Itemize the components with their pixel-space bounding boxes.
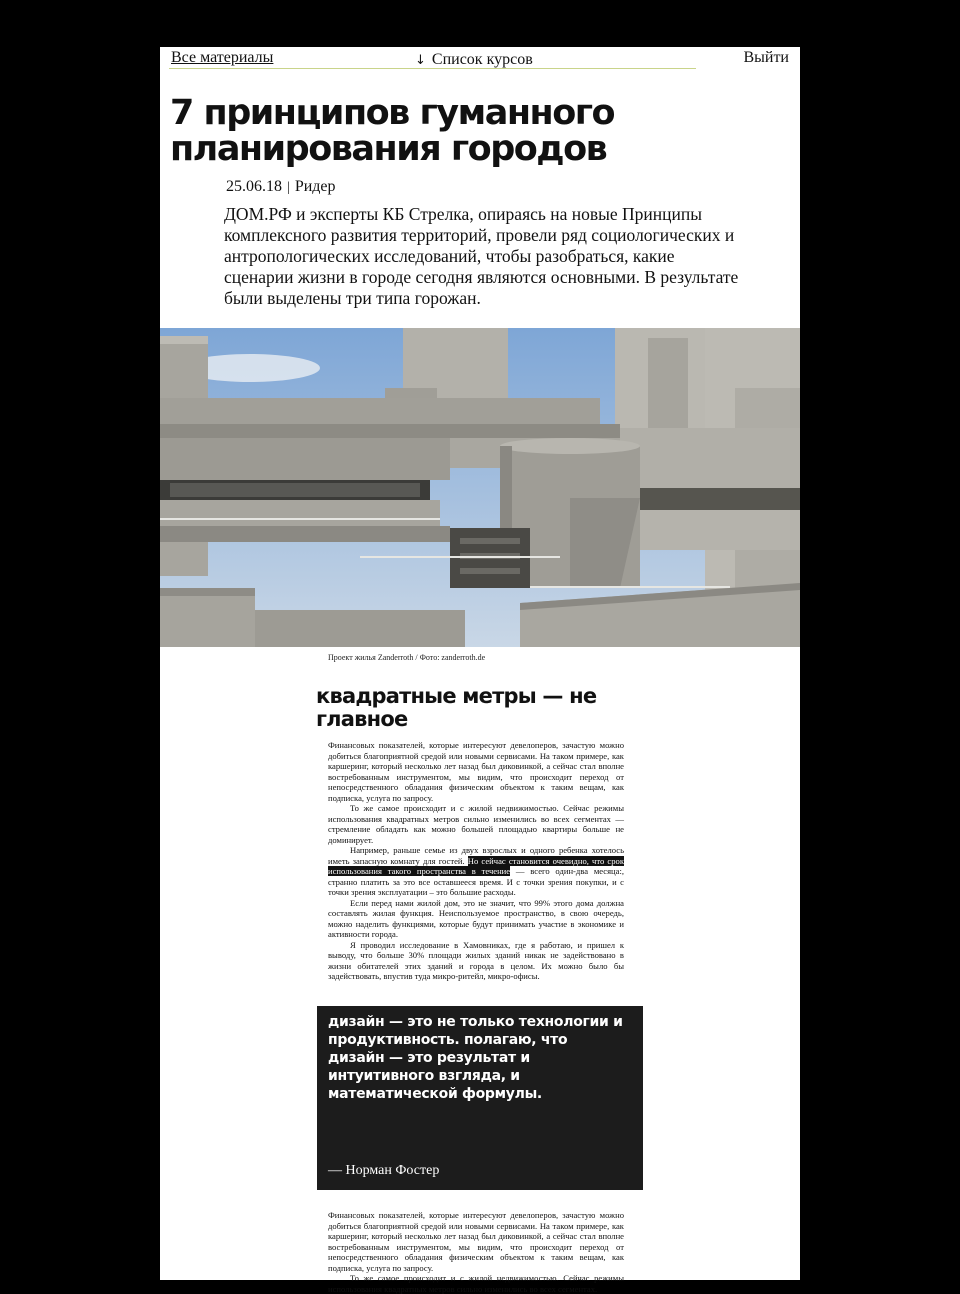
section-body-continued [328, 1210, 624, 1294]
meta-separator: | [287, 180, 290, 195]
nav-divider [169, 68, 696, 69]
exit-link[interactable]: Выйти [743, 49, 789, 66]
paragraph-text: — всего один-два месяца:, странно платить за это все оставшееся время. И с точки зрения покупки, и с точки зрения эксплуатации – это большие расходы. [328, 866, 624, 897]
paragraph: Если перед нами жилой дом, это не значит, что 99% этого дома должна составлять жилая функция. Неиспользуемое пространство, в свою очередь, можно наделить функциями, которые будут принимать участие в экономике и активности города. [328, 897, 624, 939]
all-materials-link[interactable]: Все материалы [171, 49, 274, 66]
paragraph: Финансовых показателей, которые интересуют девелоперов, зачастую можно добиться благоприятной средой или новыми сервисами. На таком примере, как каршеринг, который несколько лет назад был диковинкой, а сейчас стал вполне востребованным инструментом, мы видим, что происходит переход от непосредственного обладания физическим объектом к таким вещам, как подписка, услуга по запросу. [328, 740, 624, 803]
section-body [328, 740, 624, 982]
paragraph-highlighted [328, 845, 624, 898]
paragraph: Финансовых показателей, которые интересуют девелоперов, зачастую можно добиться благоприятной средой или новыми сервисами. На таком примере, как каршеринг, который несколько лет назад был диковинкой, а сейчас стал вполне востребованным инструментом, мы видим, что происходит переход от непосредственного обладания физическим объектом к таким вещам, как подписка, услуга по запросу. [328, 1210, 624, 1273]
quote-text: дизайн — это не только технологии и продуктивность. полагаю, что дизайн — это результат и интуитивного взгляда, и математической формулы. [328, 1014, 623, 1102]
article-lead: ДОМ.РФ и эксперты КБ Стрелка, опираясь на новые Принципы комплексного развития территорий, провели ряд социологических и антропологических исследований, чтобы разобраться, какие сценарии жизни в городе сегодня являются основными. В результате были выделены три типа горожан. [224, 204, 739, 308]
paragraph: То же самое происходит и с жилой недвижимостью. Сейчас режимы использования квадратных метров сильно изменились во всех сегментах — стремление обладать как можно большей площадью квартиры больше не доминирует. [328, 803, 624, 845]
article-photo [160, 328, 800, 647]
pull-quote [317, 1006, 643, 1190]
building-illustration [160, 328, 800, 647]
arrow-down-icon: ↓ [415, 53, 426, 68]
article-page [160, 47, 800, 1294]
article-meta [226, 178, 336, 196]
top-nav [160, 47, 800, 71]
courses-list-link[interactable] [415, 51, 533, 69]
quote-author: — Норман Фостер [328, 1163, 440, 1178]
article-date: 25.06.18 [226, 178, 282, 195]
photo-caption: Проект жилья Zanderroth / Фото: zanderroth.de [328, 653, 486, 662]
paragraph: То же самое происходит и с жилой недвижимостью. Сейчас режимы использования квадратных метров сильно изменились во всех сегментах. [328, 1273, 624, 1294]
paragraph-text: Например, раньше семье из двух взрослых и одного ребенка хотелось иметь запасную комнату для гостей. [328, 845, 624, 866]
article-category[interactable]: Ридер [294, 178, 336, 195]
article-title: 7 принципов гуманного планирования городов [170, 93, 615, 169]
paragraph: Я проводил исследование в Хамовниках, где я работаю, и пришел к выводу, что больше 30% площади жилых зданий никак не задействовано в жизни обитателей этих зданий и города в целом. Их можно было бы задействовать, впустив туда микро-ритейл, микро-офисы. [328, 939, 624, 981]
courses-list-label: Список курсов [431, 51, 533, 68]
section-title: квадратные метры — не главное [316, 684, 597, 731]
selected-text[interactable]: Но сейчас становится очевидно, что срок использования такого пространства в течение [328, 855, 624, 876]
